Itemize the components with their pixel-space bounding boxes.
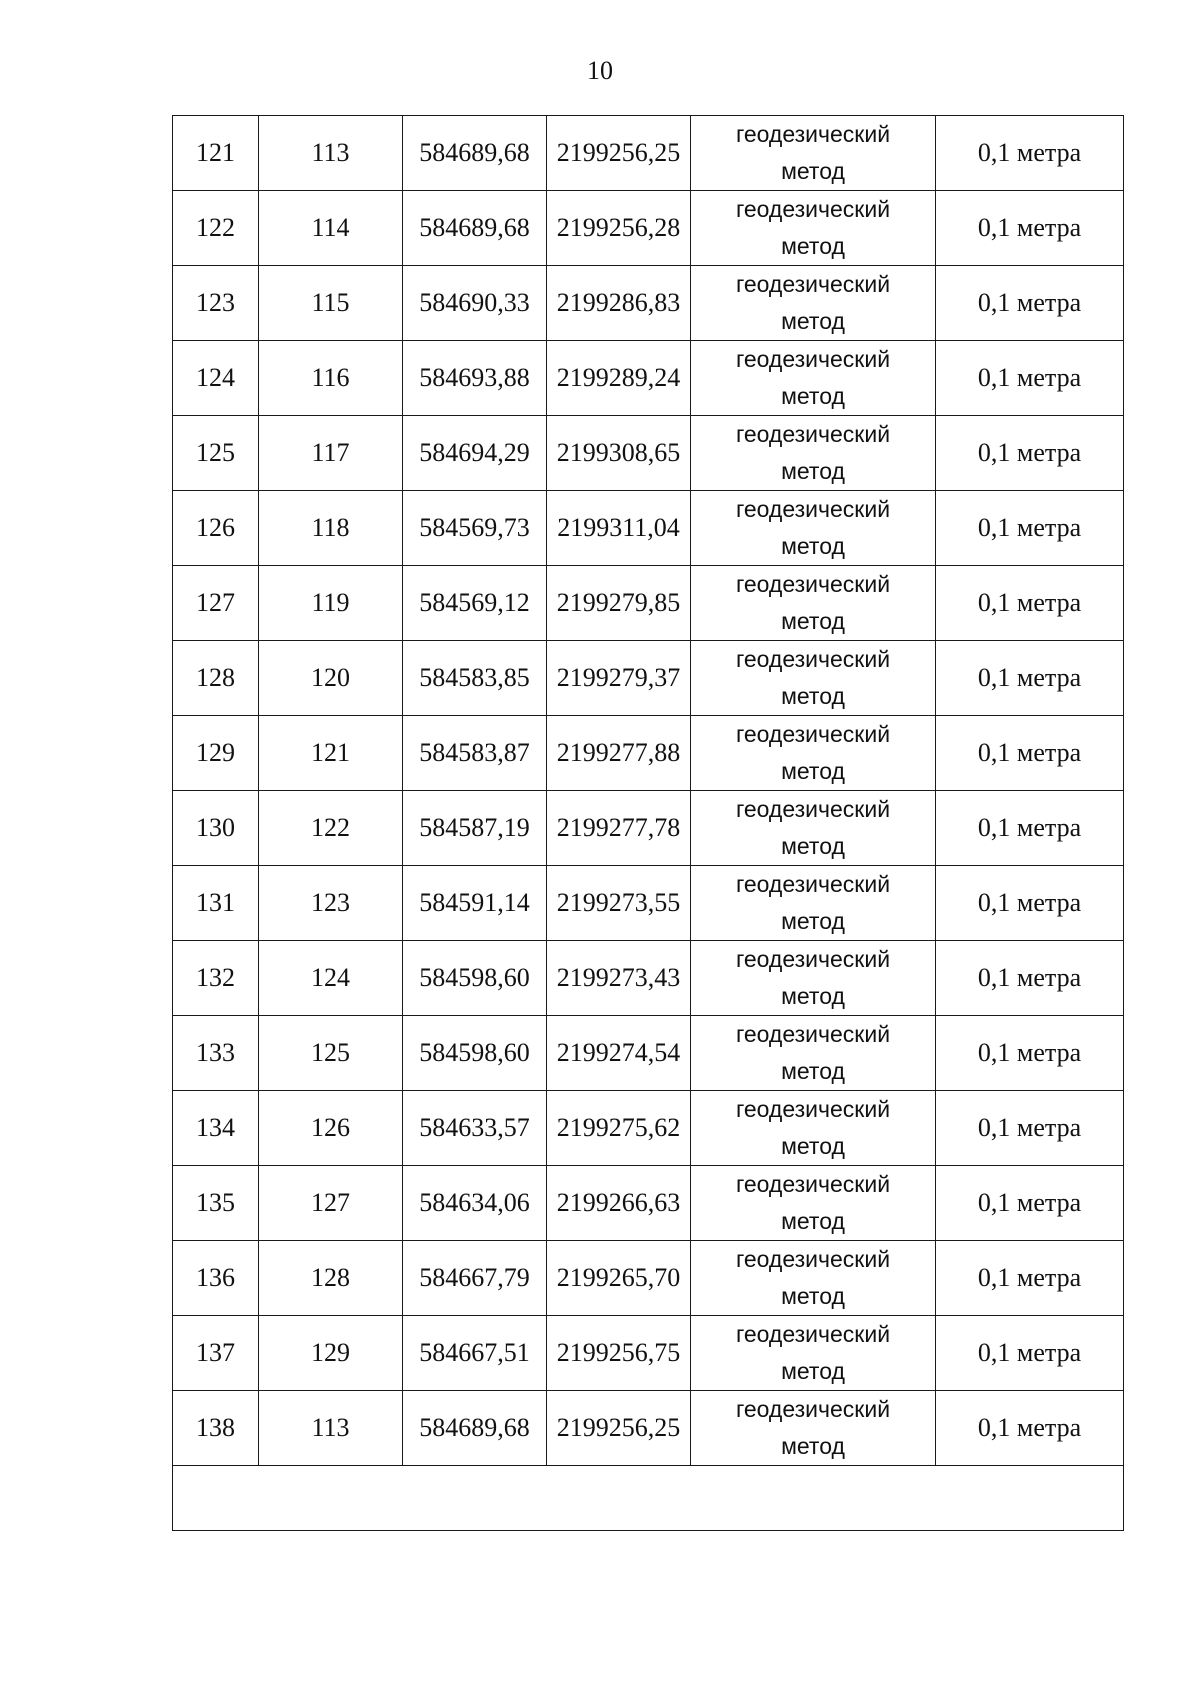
accuracy-cell: 0,1 метра [936,491,1124,566]
method-cell [691,1241,936,1316]
row-number-cell: 123 [173,266,259,341]
table-row [173,341,1124,416]
empty-table-row [173,1466,1124,1531]
y-coordinate-cell: 2199308,65 [547,416,691,491]
table-row [173,941,1124,1016]
method-line-1: геодезический [735,196,891,222]
method-line-2: метод [781,158,845,184]
table-row [173,1241,1124,1316]
table-row [173,866,1124,941]
x-coordinate-cell: 584598,60 [403,1016,547,1091]
table-row [173,491,1124,566]
x-coordinate-cell: 584693,88 [403,341,547,416]
point-number-cell: 117 [259,416,403,491]
accuracy-cell: 0,1 метра [936,866,1124,941]
point-number-cell: 128 [259,1241,403,1316]
accuracy-cell: 0,1 метра [936,566,1124,641]
point-number-cell: 125 [259,1016,403,1091]
method-line-1: геодезический [735,496,891,522]
method-line-2: метод [781,383,845,409]
x-coordinate-cell: 584690,33 [403,266,547,341]
accuracy-cell: 0,1 метра [936,191,1124,266]
accuracy-cell: 0,1 метра [936,716,1124,791]
accuracy-cell: 0,1 метра [936,1316,1124,1391]
method-line-1: геодезический [735,1171,891,1197]
method-line-2: метод [781,1208,845,1234]
point-number-cell: 122 [259,791,403,866]
method-cell [691,566,936,641]
y-coordinate-cell: 2199256,25 [547,1391,691,1466]
method-line-2: метод [781,833,845,859]
y-coordinate-cell: 2199256,25 [547,116,691,191]
row-number-cell: 122 [173,191,259,266]
y-coordinate-cell: 2199273,55 [547,866,691,941]
row-number-cell: 131 [173,866,259,941]
method-line-2: метод [781,1283,845,1309]
row-number-cell: 128 [173,641,259,716]
point-number-cell: 118 [259,491,403,566]
point-number-cell: 113 [259,1391,403,1466]
x-coordinate-cell: 584634,06 [403,1166,547,1241]
method-line-1: геодезический [735,1096,891,1122]
empty-cell [173,1466,1124,1531]
method-line-1: геодезический [735,421,891,447]
row-number-cell: 135 [173,1166,259,1241]
method-cell [691,341,936,416]
method-cell [691,1316,936,1391]
method-cell [691,1391,936,1466]
row-number-cell: 126 [173,491,259,566]
accuracy-cell: 0,1 метра [936,1016,1124,1091]
method-line-2: метод [781,983,845,1009]
method-line-1: геодезический [735,1246,891,1272]
x-coordinate-cell: 584689,68 [403,191,547,266]
point-number-cell: 116 [259,341,403,416]
x-coordinate-cell: 584667,51 [403,1316,547,1391]
row-number-cell: 132 [173,941,259,1016]
y-coordinate-cell: 2199266,63 [547,1166,691,1241]
y-coordinate-cell: 2199256,75 [547,1316,691,1391]
x-coordinate-cell: 584633,57 [403,1091,547,1166]
y-coordinate-cell: 2199279,85 [547,566,691,641]
x-coordinate-cell: 584689,68 [403,1391,547,1466]
x-coordinate-cell: 584583,87 [403,716,547,791]
accuracy-cell: 0,1 метра [936,1241,1124,1316]
point-number-cell: 124 [259,941,403,1016]
x-coordinate-cell: 584569,73 [403,491,547,566]
x-coordinate-cell: 584689,68 [403,116,547,191]
row-number-cell: 129 [173,716,259,791]
x-coordinate-cell: 584591,14 [403,866,547,941]
y-coordinate-cell: 2199277,88 [547,716,691,791]
point-number-cell: 119 [259,566,403,641]
table-row [173,791,1124,866]
method-cell [691,1166,936,1241]
point-number-cell: 121 [259,716,403,791]
row-number-cell: 133 [173,1016,259,1091]
accuracy-cell: 0,1 метра [936,1391,1124,1466]
method-line-1: геодезический [735,571,891,597]
table-row [173,641,1124,716]
row-number-cell: 121 [173,116,259,191]
y-coordinate-cell: 2199273,43 [547,941,691,1016]
point-number-cell: 115 [259,266,403,341]
method-cell [691,716,936,791]
table-row [173,191,1124,266]
method-cell [691,266,936,341]
row-number-cell: 137 [173,1316,259,1391]
method-cell [691,116,936,191]
method-line-1: геодезический [735,1021,891,1047]
row-number-cell: 125 [173,416,259,491]
point-number-cell: 114 [259,191,403,266]
x-coordinate-cell: 584598,60 [403,941,547,1016]
page-number: 10 [587,56,613,85]
point-number-cell: 127 [259,1166,403,1241]
x-coordinate-cell: 584694,29 [403,416,547,491]
y-coordinate-cell: 2199274,54 [547,1016,691,1091]
accuracy-cell: 0,1 метра [936,341,1124,416]
method-line-2: метод [781,308,845,334]
row-number-cell: 138 [173,1391,259,1466]
method-line-1: геодезический [735,721,891,747]
accuracy-cell: 0,1 метра [936,641,1124,716]
method-line-2: метод [781,233,845,259]
table-row [173,716,1124,791]
row-number-cell: 127 [173,566,259,641]
method-line-2: метод [781,608,845,634]
point-number-cell: 123 [259,866,403,941]
coordinates-table [172,115,1124,1531]
accuracy-cell: 0,1 метра [936,941,1124,1016]
method-line-2: метод [781,758,845,784]
y-coordinate-cell: 2199265,70 [547,1241,691,1316]
table-row [173,1091,1124,1166]
method-line-1: геодезический [735,271,891,297]
y-coordinate-cell: 2199311,04 [547,491,691,566]
method-line-2: метод [781,1433,845,1459]
x-coordinate-cell: 584583,85 [403,641,547,716]
accuracy-cell: 0,1 метра [936,791,1124,866]
method-line-1: геодезический [735,121,891,147]
method-cell [691,416,936,491]
method-line-2: метод [781,458,845,484]
method-line-1: геодезический [735,1396,891,1422]
point-number-cell: 113 [259,116,403,191]
method-cell [691,191,936,266]
row-number-cell: 136 [173,1241,259,1316]
accuracy-cell: 0,1 метра [936,1166,1124,1241]
method-cell [691,641,936,716]
x-coordinate-cell: 584587,19 [403,791,547,866]
method-line-1: геодезический [735,646,891,672]
method-line-1: геодезический [735,346,891,372]
method-line-1: геодезический [735,871,891,897]
row-number-cell: 134 [173,1091,259,1166]
method-cell [691,1091,936,1166]
point-number-cell: 120 [259,641,403,716]
method-cell [691,491,936,566]
y-coordinate-cell: 2199275,62 [547,1091,691,1166]
method-cell [691,1016,936,1091]
method-line-2: метод [781,1133,845,1159]
accuracy-cell: 0,1 метра [936,1091,1124,1166]
accuracy-cell: 0,1 метра [936,116,1124,191]
y-coordinate-cell: 2199256,28 [547,191,691,266]
y-coordinate-cell: 2199286,83 [547,266,691,341]
accuracy-cell: 0,1 метра [936,266,1124,341]
point-number-cell: 126 [259,1091,403,1166]
method-line-1: геодезический [735,796,891,822]
table-row [173,1391,1124,1466]
table-row [173,1166,1124,1241]
method-line-2: метод [781,533,845,559]
x-coordinate-cell: 584569,12 [403,566,547,641]
accuracy-cell: 0,1 метра [936,416,1124,491]
method-cell [691,791,936,866]
row-number-cell: 130 [173,791,259,866]
table-row [173,1016,1124,1091]
coordinates-table-body [173,116,1124,1531]
y-coordinate-cell: 2199277,78 [547,791,691,866]
row-number-cell: 124 [173,341,259,416]
method-line-2: метод [781,683,845,709]
method-line-2: метод [781,1358,845,1384]
table-row [173,116,1124,191]
point-number-cell: 129 [259,1316,403,1391]
table-row [173,1316,1124,1391]
method-cell [691,941,936,1016]
method-line-2: метод [781,908,845,934]
method-line-1: геодезический [735,946,891,972]
table-row [173,266,1124,341]
table-row [173,566,1124,641]
method-line-1: геодезический [735,1321,891,1347]
table-row [173,416,1124,491]
method-line-2: метод [781,1058,845,1084]
y-coordinate-cell: 2199289,24 [547,341,691,416]
method-cell [691,866,936,941]
x-coordinate-cell: 584667,79 [403,1241,547,1316]
y-coordinate-cell: 2199279,37 [547,641,691,716]
